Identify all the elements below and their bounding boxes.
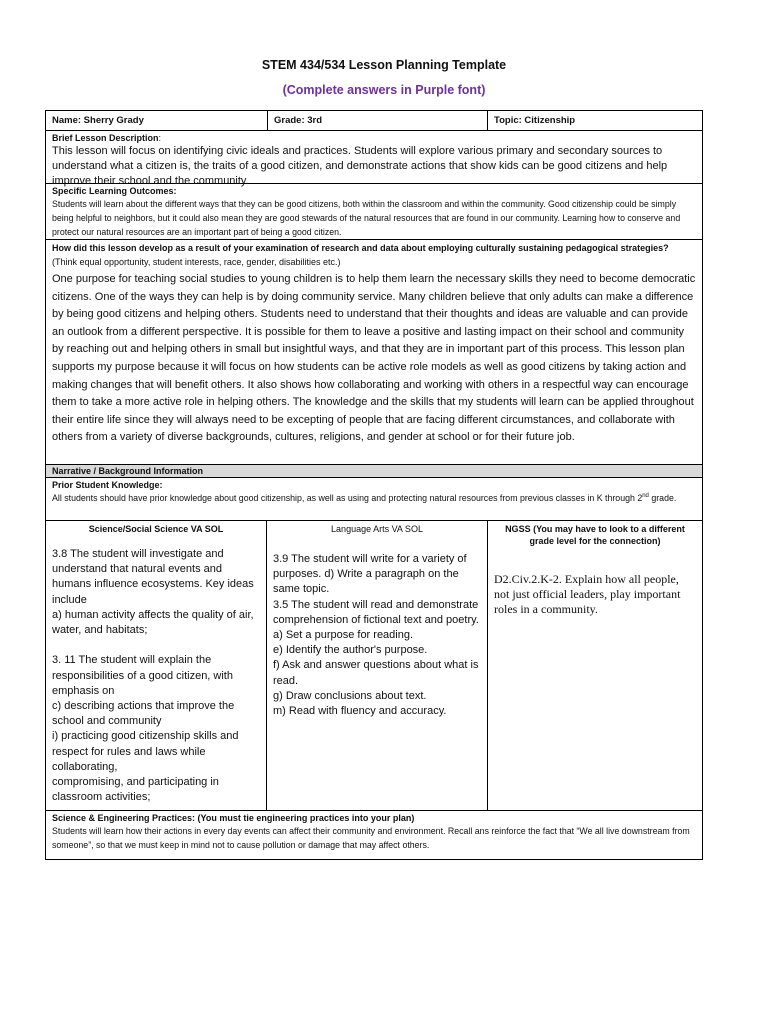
grade-cell: Grade: 3rd	[268, 111, 488, 130]
ngss-column	[488, 521, 702, 810]
document-title: STEM 434/534 Lesson Planning Template	[261, 58, 507, 72]
ngss-text: D2.Civ.2.K-2. Explain how all people, not just official leaders, play important roles in a community.	[494, 572, 681, 616]
header-row	[46, 111, 702, 131]
lesson-plan-table	[45, 110, 703, 860]
science-sol-header: Science/Social Science VA SOL	[88, 524, 224, 534]
culture-question-hint: (Think equal opportunity, student interests, race, gender, disabilities etc.)	[52, 257, 341, 267]
engineering-practices-label: Science & Engineering Practices: (You must tie engineering practices into your plan)	[52, 813, 415, 823]
brief-description-section	[46, 131, 702, 187]
prior-knowledge-label: Prior Student Knowledge:	[52, 480, 163, 490]
ngss-header: NGSS (You may have to look to a different grade level for the connection)	[505, 524, 685, 546]
language-arts-sol-header: Language Arts VA SOL	[331, 524, 423, 534]
brief-description-colon: :	[158, 133, 162, 143]
culturally-sustaining-section	[46, 240, 702, 465]
standards-columns	[46, 521, 702, 811]
language-arts-sol-column	[267, 521, 488, 810]
document-subtitle: (Complete answers in Purple font)	[282, 83, 486, 97]
prior-knowledge-text: All students should have prior knowledge about good citizenship, as well as using and protecting natural resources from previous classes in K through 2nd grade.	[52, 493, 677, 503]
brief-description-text: This lesson will focus on identifying civic ideals and practices. Students will explore various primary and secondary sources to understand what a citizen is, the traits of a good citizen, and demonstrate actions that show kids can be good citizens and help improve their school and the community.	[52, 145, 668, 187]
brief-description-label: Brief Lesson Description	[52, 133, 159, 143]
narrative-header: Narrative / Background Information	[46, 465, 702, 478]
learning-outcomes-label: Specific Learning Outcomes:	[52, 186, 177, 196]
topic-cell: Topic: Citizenship	[494, 115, 576, 126]
superscript-nd: nd	[642, 493, 649, 500]
engineering-practices-text: Students will learn how their actions in every day events can affect their community and environment. Recall ans reinforce the fact that “We all live downstream from someone”, so that we must keep in mind not to cause pollution or damage that may affect others.	[52, 826, 690, 850]
engineering-practices-section	[46, 811, 702, 859]
prior-knowledge-section	[46, 478, 702, 521]
culture-question-label: How did this lesson develop as a result of your examination of research and data about employing culturally sustaining pedagogical strategies?	[52, 243, 669, 253]
science-sol-text: 3.8 The student will investigate and understand that natural events and humans influence ecosystems. Key ideas include a) human activity affects the quality of air, water, and habitats; 3. 11 The student will explain the responsibilities of a good citizen, with emphasis on c) describing actions that improve the school and community i) practicing good citizenship skills and respect for rules and laws while collaborating, compromising, and participating in classroom activities;	[52, 548, 254, 804]
culture-answer-text: One purpose for teaching social studies to young children is to help them learn the necessary skills they need to become democratic citizens. One of the ways they can help is by doing community service. Many children believe that only adults can make a difference by being good citizens and helping others. Students need to understand that their thoughts and ideas are valuable and can provide an outlook from a different perspective. It is possible for them to leave a positive and lasting impact on their school and community by reaching out and helping others in small but insightful ways, and that they are in important part of this process. This lesson plan supports my purpose because it will focus on how students can be active role models as well as good citizens by taking action and making changes that will benefit others. It also shows how collaborating and working with others in a respectful way can encourage them to take a more active role in helping others. The knowledge and the skills that my students will learn can be applied throughout their entire life since they will always need to be excepting of people that are facing different circumstances, and collaborate with others from a variety of diverse backgrounds, cultures, religions, and gender at school or for their future job.	[52, 273, 696, 444]
learning-outcomes-text: Students will learn about the different ways that they can be good citizens, both within the classroom and within the community. Good citizenship could be simply being helpful to neighbors, but it could also mean they are good stewards of the natural resources that are found in our community. Learning how to conserve and protect our natural resources are an important part of being a good citizen.	[52, 199, 681, 237]
learning-outcomes-section	[46, 184, 702, 240]
language-arts-sol-text: 3.9 The student will write for a variety of purposes. d) Write a paragraph on the same topic. 3.5 The student will read and demonstrate comprehension of fictional text and poetry. a) Set a purpose for reading. e) Identify the author's purpose. f) Ask and answer questions about what is read. g) Draw conclusions about text. m) Read with fluency and accuracy.	[273, 553, 479, 718]
name-cell: Name: Sherry Grady	[46, 111, 268, 130]
science-sol-column	[46, 521, 267, 810]
